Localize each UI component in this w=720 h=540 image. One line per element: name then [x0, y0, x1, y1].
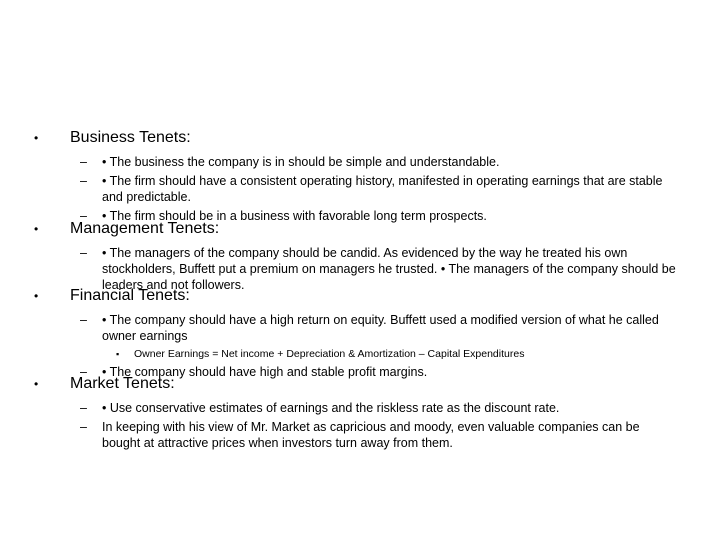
list-item — [0, 419, 720, 451]
dash-marker: – — [80, 365, 87, 379]
dash-marker: – — [80, 401, 87, 415]
item-text: • The company should have a high return on equity. Buffett used a modified version of what he called owner earnings — [102, 313, 659, 343]
section-financial-tenets — [0, 286, 720, 380]
section-heading — [0, 374, 720, 394]
section-heading — [0, 128, 720, 148]
item-text: • The company should have high and stable profit margins. — [102, 365, 428, 379]
item-text: • The firm should have a consistent operating history, manifested in operating earnings that are stable and predictable. — [102, 174, 663, 204]
item-text: • The managers of the company should be candid. As evidenced by the way he treated his own stockholders, Buffett put a premium on managers he trusted. • The managers of the company should be leaders and not followers. — [102, 246, 676, 292]
bullet-icon: • — [34, 131, 39, 145]
heading-text: Management Tenets: — [70, 220, 220, 237]
bullet-icon: • — [34, 377, 39, 391]
heading-text: Business Tenets: — [70, 129, 191, 146]
sub-item-text: Owner Earnings = Net income + Depreciation & Amortization – Capital Expenditures — [134, 348, 525, 360]
section-management-tenets — [0, 219, 720, 293]
bullet-icon: • — [34, 222, 39, 236]
heading-text: Financial Tenets: — [70, 287, 190, 304]
list-item — [0, 400, 720, 416]
heading-text: Market Tenets: — [70, 375, 175, 392]
item-text: • The business the company is in should be simple and understandable. — [102, 155, 500, 169]
sub-list-item — [0, 347, 720, 361]
section-business-tenets — [0, 128, 720, 224]
dash-marker: – — [80, 246, 87, 260]
square-bullet-icon: ▪ — [116, 349, 120, 359]
section-heading — [0, 219, 720, 239]
list-item — [0, 173, 720, 205]
dash-marker: – — [80, 313, 87, 327]
dash-marker: – — [80, 209, 87, 223]
dash-marker: – — [80, 420, 87, 434]
bullet-icon: • — [34, 289, 39, 303]
item-text: • The firm should be in a business with favorable long term prospects. — [102, 209, 487, 223]
list-item — [0, 154, 720, 170]
item-text: • Use conservative estimates of earnings and the riskless rate as the discount rate. — [102, 401, 560, 415]
dash-marker: – — [80, 155, 87, 169]
section-market-tenets — [0, 374, 720, 451]
section-heading — [0, 286, 720, 306]
dash-marker: – — [80, 174, 87, 188]
list-item — [0, 312, 720, 344]
item-text: In keeping with his view of Mr. Market as capricious and moody, even valuable companies can be bought at attractive prices when investors turn away from them. — [102, 420, 640, 450]
